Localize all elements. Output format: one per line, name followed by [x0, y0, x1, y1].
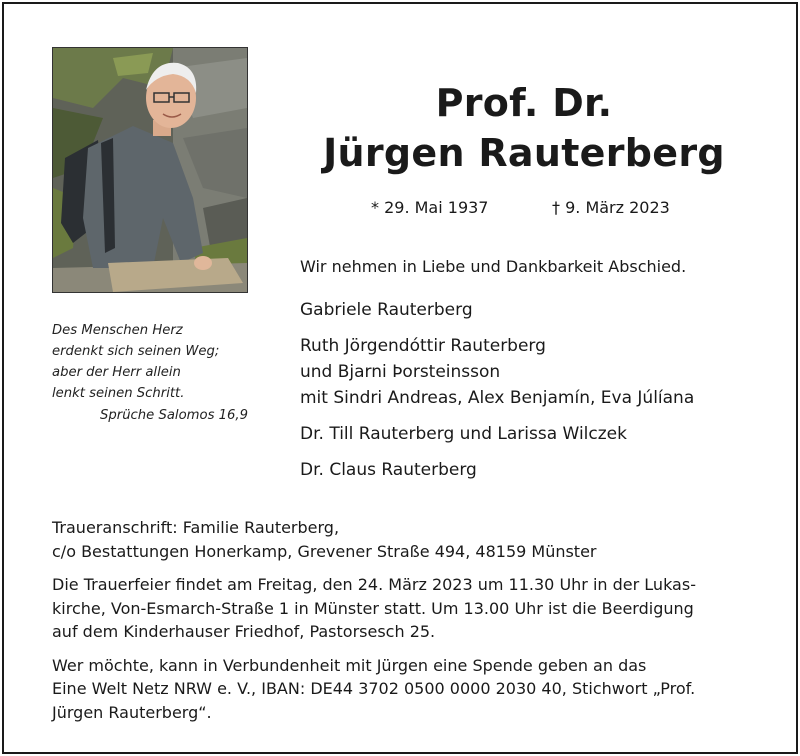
mourner-line: Gabriele Rauterberg: [300, 300, 473, 320]
farewell-text: Wir nehmen in Liebe und Dankbarkeit Abschied.: [300, 257, 687, 276]
address-line: Traueranschrift: Familie Rauterberg,: [52, 518, 340, 537]
mourner-line: Ruth Jörgendóttir Rauterberg: [300, 336, 546, 356]
mourner-group: [300, 297, 694, 323]
mourner-group: [300, 421, 694, 447]
funeral-line: Die Trauerfeier findet am Freitag, den 24. März 2023 um 11.30 Uhr in der Lukas-: [52, 575, 696, 594]
mourner-line: Dr. Claus Rauterberg: [300, 460, 477, 480]
donation-line: Eine Welt Netz NRW e. V., IBAN: DE44 3702 0500 0000 2030 40, Stichwort „Prof.: [52, 679, 696, 698]
academic-title: Prof. Dr.: [435, 81, 613, 125]
deceased-name: Jürgen Rauterberg: [323, 131, 725, 175]
portrait-illustration: [53, 48, 247, 292]
portrait-photo: [52, 47, 248, 293]
mourner-group: [300, 457, 694, 483]
address-line: c/o Bestattungen Honerkamp, Grevener Straße 494, 48159 Münster: [52, 541, 597, 561]
quote-source: Sprüche Salomos 16,9: [100, 408, 248, 423]
deceased-name-block: [300, 78, 748, 178]
notice-details: [52, 516, 748, 734]
quote-line: Des Menschen Herz: [52, 323, 183, 338]
funeral-line: kirche, Von-Esmarch-Straße 1 in Münster statt. Um 13.00 Uhr ist die Beerdigung: [52, 598, 694, 618]
bible-quote: [52, 320, 252, 426]
funeral-info: [52, 573, 748, 644]
quote-line: aber der Herr allein: [52, 365, 181, 380]
quote-line: lenkt seinen Schritt.: [52, 386, 185, 401]
mourner-line: Dr. Till Rauterberg und Larissa Wilczek: [300, 424, 627, 444]
donation-info: [52, 654, 748, 725]
donation-line: Jürgen Rauterberg“.: [52, 702, 212, 722]
quote-line: erdenkt sich seinen Weg;: [52, 344, 220, 359]
death-date: † 9. März 2023: [552, 198, 670, 217]
mourner-line: mit Sindri Andreas, Alex Benjamín, Eva Júlíana: [300, 388, 695, 408]
mourners-list: [300, 297, 694, 493]
mourning-address: [52, 516, 748, 563]
funeral-line: auf dem Kinderhauser Friedhof, Pastorsesch 25.: [52, 622, 436, 641]
mourner-group: [300, 333, 694, 411]
birth-date: * 29. Mai 1937: [371, 198, 489, 217]
donation-line: Wer möchte, kann in Verbundenheit mit Jürgen eine Spende geben an das: [52, 655, 647, 675]
mourner-line: und Bjarni Þorsteinsson: [300, 362, 501, 382]
